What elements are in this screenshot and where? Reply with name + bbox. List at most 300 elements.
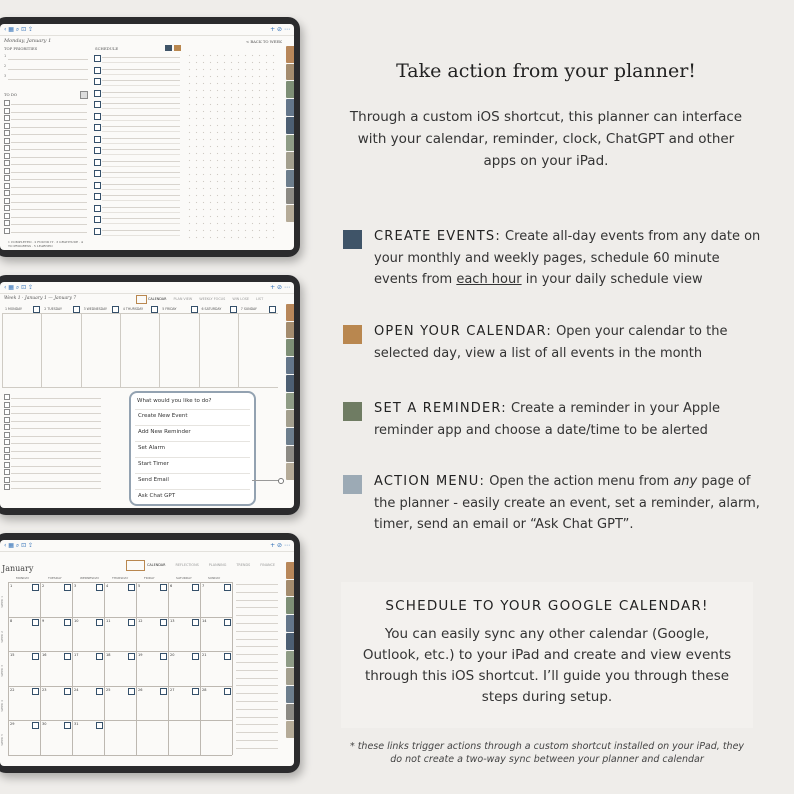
month-row-line xyxy=(8,720,232,721)
hour-event-button[interactable] xyxy=(94,136,101,143)
weekly-todo-checkbox[interactable] xyxy=(4,477,10,483)
side-tab[interactable] xyxy=(286,428,294,445)
day-event-button[interactable] xyxy=(151,306,158,313)
weekly-todo-checkbox[interactable] xyxy=(4,432,10,438)
date-event-button[interactable] xyxy=(160,688,167,695)
todo-checkbox[interactable] xyxy=(4,183,10,189)
date-event-button[interactable] xyxy=(64,653,71,660)
weekly-todo-line xyxy=(11,443,101,444)
monthly-nav xyxy=(147,563,275,567)
month-notes-line xyxy=(236,709,278,710)
monthly-screen xyxy=(0,540,294,766)
side-tab[interactable] xyxy=(286,152,294,169)
date-event-button[interactable] xyxy=(64,584,71,591)
month-notes-line xyxy=(236,693,278,694)
date-event-button[interactable] xyxy=(128,584,135,591)
week-number-label[interactable]: WEEK 1 xyxy=(0,596,4,608)
hour-line xyxy=(102,69,180,70)
action-menu-popup[interactable] xyxy=(129,391,256,506)
date-number: 2 xyxy=(42,584,45,588)
todo-line xyxy=(11,112,87,113)
hour-line xyxy=(102,149,180,150)
date-event-button[interactable] xyxy=(128,688,135,695)
hour-event-button[interactable] xyxy=(94,216,101,223)
side-tab[interactable] xyxy=(286,135,294,152)
monthly-nav-item[interactable]: FINANCE xyxy=(260,563,276,567)
hour-line xyxy=(102,103,180,104)
half-hour-line xyxy=(102,108,180,109)
priority-line xyxy=(8,59,88,60)
feature-underline: each hour xyxy=(456,272,522,287)
month-notes-line xyxy=(236,740,278,741)
back-to-week-link[interactable]: < BACK TO WEEK xyxy=(246,39,283,44)
hour-event-button[interactable] xyxy=(94,182,101,189)
week-grid-bottom xyxy=(2,387,278,388)
half-hour-line xyxy=(102,223,180,224)
hour-event-button[interactable] xyxy=(94,90,101,97)
feature-desc: Open the action menu from xyxy=(485,474,674,489)
date-number: 21 xyxy=(202,653,207,657)
feature-desc-end: in your daily schedule view xyxy=(521,272,703,287)
priority-line xyxy=(8,69,88,70)
hour-event-button[interactable] xyxy=(94,101,101,108)
toolbar-right-icons[interactable]: + ⊘ ⋯ xyxy=(270,542,290,549)
hour-event-button[interactable] xyxy=(94,205,101,212)
weekly-todo-checkbox[interactable] xyxy=(4,424,10,430)
day-column-divider xyxy=(120,313,121,387)
todo-checkbox[interactable] xyxy=(4,123,10,129)
month-weekday-label: MONDAY xyxy=(16,576,30,580)
half-hour-line xyxy=(102,235,180,236)
weekly-todo-checkbox[interactable] xyxy=(4,417,10,423)
side-tab[interactable] xyxy=(286,357,294,374)
day-column-divider xyxy=(81,313,82,387)
month-row-line xyxy=(8,686,232,687)
date-event-button[interactable] xyxy=(32,619,39,626)
weekly-nav-item[interactable]: PLAN VIEW xyxy=(173,297,193,301)
menu-item-ask-chat-gpt[interactable]: Ask Chat GPT xyxy=(138,493,176,499)
hour-line xyxy=(102,195,180,196)
day-event-button[interactable] xyxy=(73,306,80,313)
menu-item-set-alarm[interactable]: Set Alarm xyxy=(138,445,165,451)
todo-line xyxy=(11,127,87,128)
side-tab[interactable] xyxy=(286,170,294,187)
feature-italic: any xyxy=(673,474,698,489)
hour-line xyxy=(102,115,180,116)
date-event-button[interactable] xyxy=(96,619,103,626)
date-number: 4 xyxy=(106,584,109,588)
weekly-side-tabs[interactable] xyxy=(286,304,294,480)
date-event-button[interactable] xyxy=(192,653,199,660)
side-tab[interactable] xyxy=(286,81,294,98)
date-number: 31 xyxy=(74,722,79,726)
month-notes-line xyxy=(236,639,278,640)
side-tab[interactable] xyxy=(286,188,294,205)
date-number: 9 xyxy=(42,618,45,623)
daily-side-tabs[interactable] xyxy=(286,46,294,222)
date-event-button[interactable] xyxy=(128,653,135,660)
weekly-todo-line xyxy=(11,421,101,422)
schedule-calendar-button[interactable] xyxy=(165,45,172,51)
monthly-nav-item[interactable]: CALENDAR xyxy=(147,563,166,567)
side-tab[interactable] xyxy=(286,393,294,410)
date-event-button[interactable] xyxy=(224,653,231,660)
date-event-button[interactable] xyxy=(64,619,71,626)
side-tab[interactable] xyxy=(286,205,294,222)
side-tab[interactable] xyxy=(286,721,294,738)
monthly-calendar-button[interactable] xyxy=(126,560,145,571)
month-notes-line xyxy=(236,670,278,671)
date-number: 7 xyxy=(202,584,205,588)
date-event-button[interactable] xyxy=(224,688,231,695)
hour-line xyxy=(102,230,180,231)
menu-divider xyxy=(135,409,250,410)
todo-checkbox[interactable] xyxy=(4,198,10,204)
half-hour-line xyxy=(102,154,180,155)
date-event-button[interactable] xyxy=(160,619,167,626)
weekly-nav-item[interactable]: WIN LOSE xyxy=(232,297,250,301)
menu-divider xyxy=(135,441,250,442)
weekly-nav-item[interactable]: LIST xyxy=(256,297,264,301)
date-number: 19 xyxy=(138,653,143,657)
date-number: 30 xyxy=(42,722,47,726)
date-number: 14 xyxy=(202,618,207,623)
weekly-todo-line xyxy=(11,481,101,482)
toolbar-left-icons[interactable]: ‹ ▦ ⌕ ⊡ ⇪ xyxy=(4,541,34,549)
feature-title: CREATE EVENTS: xyxy=(374,229,501,244)
todo-checkbox[interactable] xyxy=(4,213,10,219)
hour-event-button[interactable] xyxy=(94,159,101,166)
popup-slider-knob[interactable] xyxy=(278,478,284,484)
weekly-todo-checkbox[interactable] xyxy=(4,454,10,460)
month-column-line xyxy=(8,582,9,755)
weekly-todo-line xyxy=(11,413,101,414)
todo-line xyxy=(11,217,87,218)
todo-line xyxy=(11,224,87,225)
week-number-label[interactable]: WEEK 3 xyxy=(0,665,4,677)
hour-line xyxy=(102,57,180,58)
weekly-todo-checkbox[interactable] xyxy=(4,402,10,408)
date-event-button[interactable] xyxy=(160,584,167,591)
weekday-label: 1 MONDAY xyxy=(5,307,22,311)
weekday-label: 2 TUESDAY xyxy=(44,307,62,311)
date-number: 17 xyxy=(74,653,79,657)
side-tab[interactable] xyxy=(286,615,294,632)
month-grid-bottom xyxy=(8,755,232,756)
side-tab[interactable] xyxy=(286,375,294,392)
weekly-nav-item[interactable]: CALENDAR xyxy=(148,297,167,301)
weekly-todo-checkbox[interactable] xyxy=(4,439,10,445)
monthly-nav-item[interactable]: TRENDS xyxy=(236,563,251,567)
weekly-nav xyxy=(148,297,263,301)
month-notes-line xyxy=(236,662,278,663)
daily-screen xyxy=(0,24,294,250)
month-weekday-label: THURSDAY xyxy=(112,576,129,580)
date-number: 3 xyxy=(74,584,77,588)
todo-checkbox[interactable] xyxy=(4,168,10,174)
toolbar-right-icons[interactable]: + ⊘ ⋯ xyxy=(270,284,290,291)
month-row-line xyxy=(8,617,232,618)
todo-line xyxy=(11,134,87,135)
date-number: 8 xyxy=(10,618,13,623)
date-event-button[interactable] xyxy=(32,653,39,660)
monthly-nav-item[interactable]: REFLECTIONS xyxy=(175,563,199,567)
date-event-button[interactable] xyxy=(96,722,103,729)
feature-desc: Create a reminder in your Apple reminder app and choose a date/time to be alerted xyxy=(374,401,721,438)
todo-checkbox[interactable] xyxy=(4,100,10,106)
date-event-button[interactable] xyxy=(64,688,71,695)
weekly-todo-checkbox[interactable] xyxy=(4,469,10,475)
date-number: 1 xyxy=(10,584,13,588)
hour-line xyxy=(102,161,180,162)
hour-event-button[interactable] xyxy=(94,113,101,120)
date-event-button[interactable] xyxy=(96,584,103,591)
month-notes-line xyxy=(236,584,278,585)
month-title: January xyxy=(2,564,34,573)
day-event-button[interactable] xyxy=(191,306,198,313)
side-tab[interactable] xyxy=(286,686,294,703)
todo-checkbox[interactable] xyxy=(4,115,10,121)
day-event-button[interactable] xyxy=(112,306,119,313)
half-hour-line xyxy=(102,131,180,132)
hour-event-button[interactable] xyxy=(94,55,101,62)
side-tab[interactable] xyxy=(286,562,294,579)
date-event-button[interactable] xyxy=(224,619,231,626)
weekly-todo-checkbox[interactable] xyxy=(4,484,10,490)
todo-line xyxy=(11,209,87,210)
weekly-todo-line xyxy=(11,406,101,407)
month-notes-line xyxy=(236,646,278,647)
side-tab[interactable] xyxy=(286,633,294,650)
top-priorities-label: TOP PRIORITIES xyxy=(4,46,38,51)
half-hour-line xyxy=(102,166,180,167)
month-notes-line xyxy=(236,685,278,686)
menu-item-create-new-event[interactable]: Create New Event xyxy=(138,413,188,419)
month-notes-line xyxy=(236,615,278,616)
toolbar-right-icons[interactable]: + ⊘ ⋯ xyxy=(270,26,290,33)
hour-event-button[interactable] xyxy=(94,170,101,177)
todo-checkbox[interactable] xyxy=(4,138,10,144)
todo-line xyxy=(11,232,87,233)
todo-checkbox[interactable] xyxy=(4,153,10,159)
monthly-side-tabs[interactable] xyxy=(286,562,294,738)
todo-checkbox[interactable] xyxy=(4,220,10,226)
date-number: 10 xyxy=(74,618,79,623)
month-column-line xyxy=(232,582,233,755)
page-heading: Take action from your planner! xyxy=(396,60,696,82)
date-event-button[interactable] xyxy=(32,722,39,729)
date-event-button[interactable] xyxy=(160,653,167,660)
month-notes-line xyxy=(236,623,278,624)
toolbar-left-icons[interactable]: ‹ ▦ ⌕ ⊡ ⇪ xyxy=(4,25,34,33)
side-tab[interactable] xyxy=(286,117,294,134)
daily-date: Monday, January 1 xyxy=(4,38,52,44)
footnote: * these links trigger actions through a custom shortcut installed on your iPad, they do not create a two-way sync between your planner and calendar xyxy=(349,741,745,765)
weekly-todo-checkbox[interactable] xyxy=(4,462,10,468)
feature-title: OPEN YOUR CALENDAR: xyxy=(374,324,552,339)
week-number-label[interactable]: WEEK 5 xyxy=(0,734,4,746)
half-hour-line xyxy=(102,120,180,121)
todo-checkbox[interactable] xyxy=(4,228,10,234)
intro-paragraph: Through a custom iOS shortcut, this planner can interface with your calendar, reminder, clock, ChatGPT and other apps on your iPad. xyxy=(349,109,743,169)
slate-swatch xyxy=(343,475,362,494)
date-event-button[interactable] xyxy=(128,619,135,626)
daily-footer: 1 COMPLETED · 2 FOUND IT · 3 GRATITUDE · 4 TO PROGRESS · 5 LEARNED xyxy=(8,240,83,248)
priority-number: 2 xyxy=(4,64,7,68)
date-event-button[interactable] xyxy=(192,584,199,591)
popup-slider-line xyxy=(252,480,280,481)
date-event-button[interactable] xyxy=(32,688,39,695)
day-event-button[interactable] xyxy=(269,306,276,313)
month-notes-line xyxy=(236,631,278,632)
hour-line xyxy=(102,138,180,139)
weekly-nav-item[interactable]: WEEKLY FOCUS xyxy=(199,297,226,301)
hour-event-button[interactable] xyxy=(94,147,101,154)
side-tab[interactable] xyxy=(286,668,294,685)
weekly-title: Week 1 · January 1 — January 7 xyxy=(4,296,77,301)
date-event-button[interactable] xyxy=(192,688,199,695)
month-row-line xyxy=(8,582,232,583)
priority-line xyxy=(8,79,88,80)
todo-reminder-button[interactable] xyxy=(80,91,88,99)
week-number-label[interactable]: WEEK 4 xyxy=(0,699,4,712)
date-number: 11 xyxy=(106,618,111,623)
half-hour-line xyxy=(102,200,180,201)
date-event-button[interactable] xyxy=(32,584,39,591)
week-number-label[interactable]: WEEK 2 xyxy=(0,630,4,643)
date-number: 29 xyxy=(10,722,15,726)
month-weekday-label: WEDNESDAY xyxy=(80,576,100,580)
todo-line xyxy=(11,119,87,120)
side-tab[interactable] xyxy=(286,580,294,597)
day-event-button[interactable] xyxy=(33,306,40,313)
date-number: 13 xyxy=(170,618,175,623)
side-tab[interactable] xyxy=(286,46,294,63)
schedule-reminder-button[interactable] xyxy=(174,45,181,51)
todo-checkbox[interactable] xyxy=(4,130,10,136)
notes-dot-grid xyxy=(186,52,278,242)
menu-divider xyxy=(135,473,250,474)
todo-line xyxy=(11,202,87,203)
hour-event-button[interactable] xyxy=(94,228,101,235)
todo-checkbox[interactable] xyxy=(4,175,10,181)
hour-line xyxy=(102,218,180,219)
todo-checkbox[interactable] xyxy=(4,205,10,211)
side-tab[interactable] xyxy=(286,651,294,668)
google-box-text: You can easily sync any other calendar (Google, Outlook, etc.) to your iPad and create and view events through this iOS shortcut. I’ll guide you through these steps during setup. xyxy=(362,626,732,705)
half-hour-line xyxy=(102,74,180,75)
month-notes-line xyxy=(236,724,278,725)
weekly-todo-checkbox[interactable] xyxy=(4,447,10,453)
side-tab[interactable] xyxy=(286,99,294,116)
date-number: 23 xyxy=(42,687,47,692)
hour-line xyxy=(102,184,180,185)
todo-checkbox[interactable] xyxy=(4,108,10,114)
todo-line xyxy=(11,179,87,180)
menu-divider xyxy=(135,457,250,458)
toolbar-left-icons[interactable]: ‹ ▦ ⌕ ⊡ ⇪ xyxy=(4,283,34,291)
todo-checkbox[interactable] xyxy=(4,190,10,196)
feature-desc: Create all-day events from any date on your monthly and weekly pages, schedule 60 minute events from xyxy=(374,229,761,287)
hour-event-button[interactable] xyxy=(94,193,101,200)
date-number: 20 xyxy=(170,653,175,657)
date-number: 15 xyxy=(10,653,15,657)
side-tab[interactable] xyxy=(286,410,294,427)
month-column-line xyxy=(104,582,105,755)
weekly-todo-line xyxy=(11,451,101,452)
side-tab[interactable] xyxy=(286,64,294,81)
weekly-todo-checkbox[interactable] xyxy=(4,409,10,415)
date-number: 28 xyxy=(202,687,207,692)
weekly-calendar-button[interactable] xyxy=(136,295,147,304)
ipad-monthly-view xyxy=(0,533,300,773)
side-tab[interactable] xyxy=(286,704,294,721)
monthly-nav-item[interactable]: PLANNING xyxy=(208,563,227,567)
side-tab[interactable] xyxy=(286,339,294,356)
feature-text xyxy=(374,398,762,441)
menu-item-start-timer[interactable]: Start Timer xyxy=(138,461,169,467)
date-event-button[interactable] xyxy=(96,688,103,695)
date-number: 25 xyxy=(106,687,111,692)
date-number: 12 xyxy=(138,618,143,623)
date-number: 5 xyxy=(138,584,141,588)
side-tab[interactable] xyxy=(286,322,294,339)
weekday-label: 5 FRIDAY xyxy=(162,307,177,311)
menu-divider xyxy=(135,489,250,490)
priority-number: 3 xyxy=(4,74,7,78)
feature-desc: Open your calendar to the selected day, view a list of all events in the month xyxy=(374,324,728,361)
menu-divider xyxy=(135,425,250,426)
ochre-swatch xyxy=(343,325,362,344)
month-row-line xyxy=(8,651,232,652)
hour-event-button[interactable] xyxy=(94,78,101,85)
week-grid-top xyxy=(2,313,278,314)
date-number: 22 xyxy=(10,687,15,692)
todo-line xyxy=(11,142,87,143)
menu-item-add-new-reminder[interactable]: Add New Reminder xyxy=(138,429,191,435)
half-hour-line xyxy=(102,85,180,86)
side-tab[interactable] xyxy=(286,597,294,614)
day-event-button[interactable] xyxy=(230,306,237,313)
date-number: 16 xyxy=(42,653,47,657)
hour-event-button[interactable] xyxy=(94,124,101,131)
weekly-todo-line xyxy=(11,428,101,429)
month-column-line xyxy=(40,582,41,755)
date-event-button[interactable] xyxy=(192,619,199,626)
priority-number: 1 xyxy=(4,54,7,58)
todo-checkbox[interactable] xyxy=(4,160,10,166)
month-column-line xyxy=(200,582,201,755)
hour-line xyxy=(102,80,180,81)
hour-event-button[interactable] xyxy=(94,67,101,74)
month-notes-line xyxy=(236,654,278,655)
weekly-todo-checkbox[interactable] xyxy=(4,394,10,400)
todo-checkbox[interactable] xyxy=(4,145,10,151)
weekday-label: 6 SATURDAY xyxy=(201,307,222,311)
date-event-button[interactable] xyxy=(96,653,103,660)
month-notes-line xyxy=(236,600,278,601)
menu-item-send-email[interactable]: Send Email xyxy=(138,477,169,483)
todo-line xyxy=(11,149,87,150)
side-tab[interactable] xyxy=(286,304,294,321)
date-event-button[interactable] xyxy=(64,722,71,729)
feature-text xyxy=(374,226,762,291)
sage-swatch xyxy=(343,402,362,421)
side-tab[interactable] xyxy=(286,463,294,480)
date-event-button[interactable] xyxy=(224,584,231,591)
side-tab[interactable] xyxy=(286,446,294,463)
month-weekday-label: SATURDAY xyxy=(176,576,192,580)
